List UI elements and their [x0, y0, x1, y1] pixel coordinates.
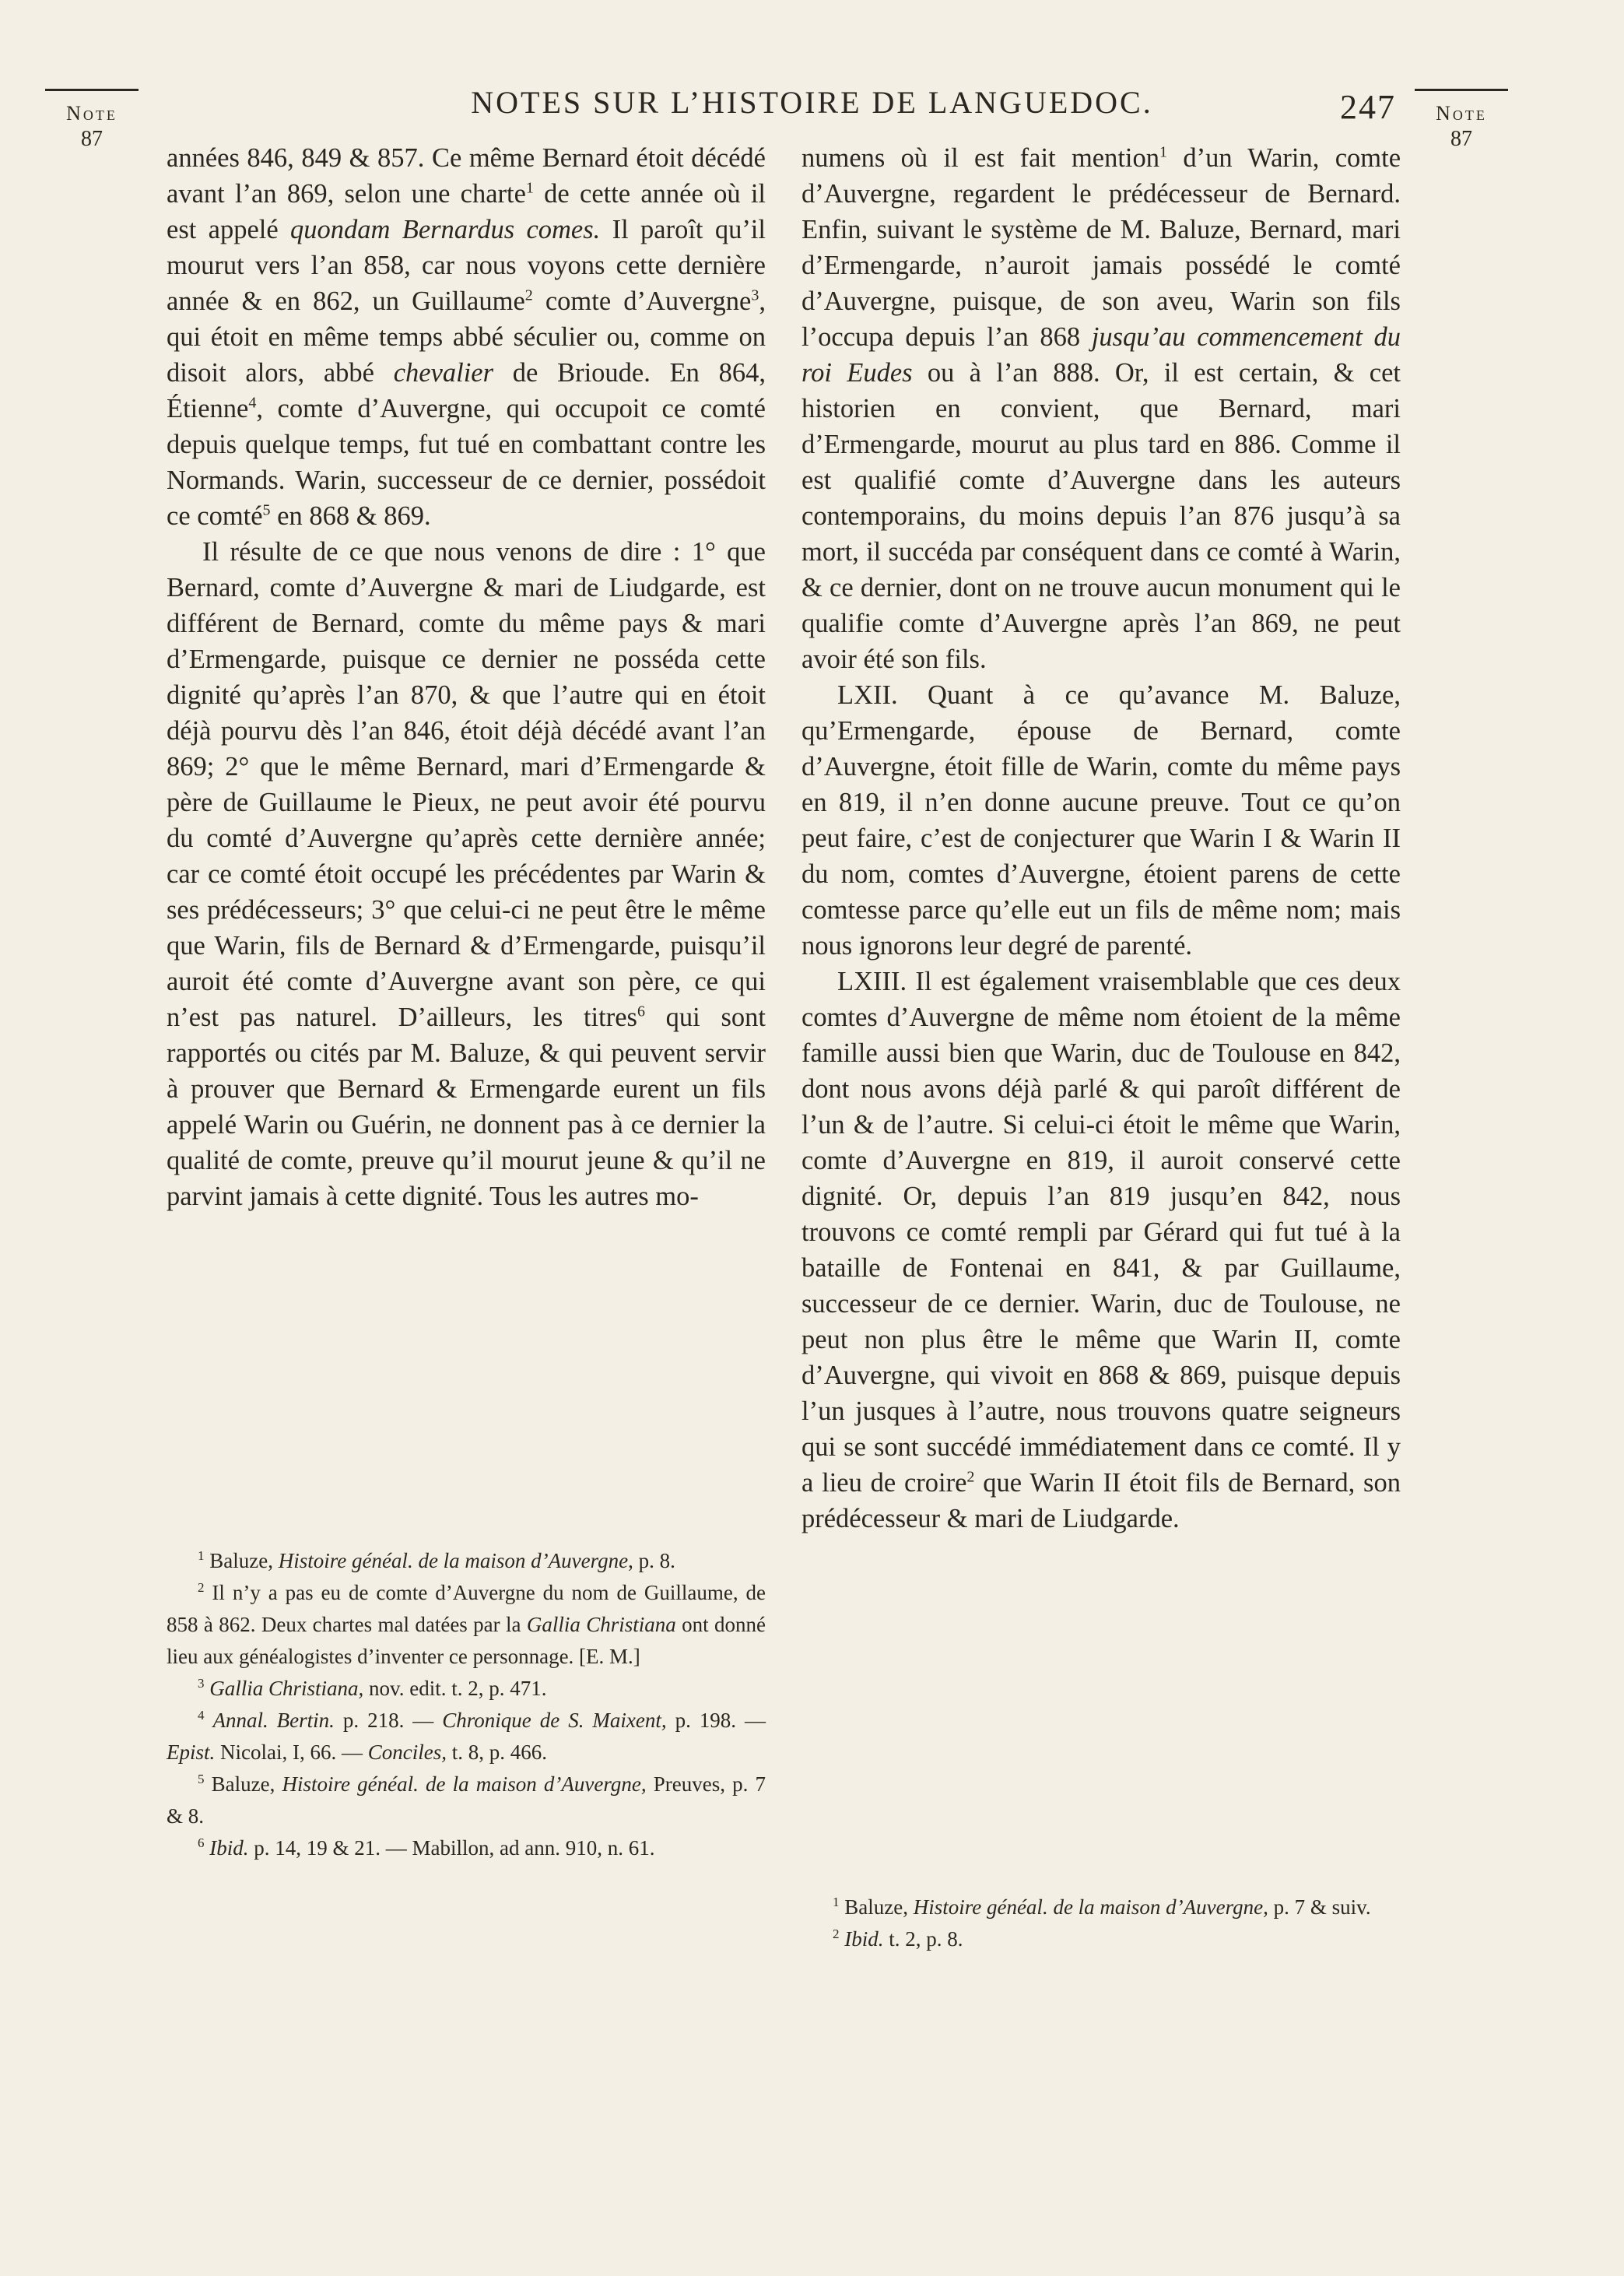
- text-run: que Warin II étoit fils de Bernard, son prédécesseur & mari de Liudgarde.: [801, 1468, 1401, 1533]
- text-run: numens où il est fait mention: [801, 143, 1160, 173]
- margin-note-label: Note: [66, 102, 118, 125]
- text-run: d’un Warin, comte d’Auvergne, regardent le prédécesseur de Bernard. Enfin, suivant le système de M. Baluze, Bernard, mari d’Ermengarde, n’auroit jamais possédé le comté d’Auvergne, puisque, de son aveu, Warin son fils l’occupa depuis l’an 868: [801, 143, 1401, 352]
- work-title: Ibid.: [844, 1927, 884, 1951]
- footnote-ref: 2: [966, 1468, 975, 1486]
- text-run: Baluze,: [839, 1895, 914, 1919]
- footnote: [167, 1768, 766, 1832]
- work-title: Histoire généal. de la maison d’Auvergne,: [913, 1895, 1268, 1919]
- text-run: nov. edit. t. 2, p. 471.: [363, 1677, 547, 1700]
- footnote: [801, 1923, 1401, 1955]
- footnote-number: 2: [833, 1927, 840, 1941]
- work-title: Conciles,: [367, 1740, 447, 1764]
- text-run: ou à l’an 888. Or, il est certain, & cet historien en convient, que Bernard, mari d’Ermengarde, mourut au plus tard en 886. Comme il est qualifié comte d’Auvergne dans les auteurs contemporains, du moins depuis l’an 876 jusqu’à sa mort, il succéda par conséquent dans ce comté à Warin, & ce dernier, dont on ne trouve aucun monument qui le qualifie comte d’Auvergne après l’an 869, ne peut avoir été son fils.: [801, 358, 1401, 674]
- text-run: Il paroît qu’il mourut vers l’an 858, car nous voyons cette dernière année & en 862, un Guillaume: [167, 215, 766, 316]
- work-title: Ibid.: [209, 1836, 249, 1860]
- margin-note-number: 87: [81, 127, 103, 151]
- text-run: Baluze,: [204, 1772, 282, 1796]
- footnote-number: 6: [198, 1835, 205, 1850]
- footnote: [167, 1832, 766, 1864]
- footnote-number: 2: [198, 1580, 205, 1595]
- text-run: de Brioude. En 864, Étienne: [167, 358, 766, 423]
- text-run: p. 198. —: [666, 1709, 766, 1732]
- page-number: 247: [1340, 88, 1396, 126]
- paragraph: [801, 140, 1401, 677]
- text-run: comte d’Auvergne: [532, 286, 752, 316]
- text-run: Preuves, p. 7 & 8.: [167, 1772, 766, 1828]
- footnote: [167, 1673, 766, 1705]
- text-run: années 846, 849 & 857. Ce même Bernard étoit décédé avant l’an 869, selon une charte: [167, 143, 766, 209]
- footnote-ref: 5: [262, 501, 271, 519]
- footnote: [167, 1577, 766, 1673]
- right-text-column: [801, 140, 1401, 1537]
- text-run: , qui étoit en même temps abbé séculier ou, comme on disoit alors, abbé: [167, 286, 766, 388]
- margin-note-right: [1415, 89, 1508, 152]
- right-footnotes: [801, 1891, 1401, 1955]
- footnote-ref: 6: [637, 1003, 645, 1020]
- left-footnotes: [167, 1545, 766, 1864]
- left-text-column: [167, 140, 766, 1214]
- text-run: , comte d’Auvergne, qui occupoit ce comté depuis quelque temps, fut tué en combattant contre les Normands. Warin, successeur de ce dernier, possédoit ce comté: [167, 394, 766, 531]
- text-run: LXIII. Il est également vraisemblable que ces deux comtes d’Auvergne de même nom étoient de la même famille aussi bien que Warin, duc de Toulouse en 842, dont nous avons déjà parlé & qui paroît différent de l’un & de l’autre. Si celui-ci étoit le même que Warin, comte d’Auvergne en 819, il auroit conservé cette dignité. Or, depuis l’an 819 jusqu’en 842, nous trouvons ce comté rempli par Gérard qui fut tué à la bataille de Fontenai en 841, & par Guillaume, successeur de ce dernier. Warin, duc de Toulouse, ne peut non plus être le même que Warin II, comte d’Auvergne, qui vivoit en 868 & 869, puisque depuis l’un jusques à l’autre, nous trouvons quatre seigneurs qui se sont succédé immédiatement dans ce comté. Il y a lieu de croire: [801, 967, 1401, 1498]
- text-run: t. 8, p. 466.: [446, 1740, 547, 1764]
- running-title: NOTES SUR L’HISTOIRE DE LANGUEDOC.: [471, 85, 1153, 120]
- text-run: t. 2, p. 8.: [883, 1927, 963, 1951]
- paragraph-lxiii: [801, 964, 1401, 1537]
- paragraph-lxii: LXII. Quant à ce qu’avance M. Baluze, qu’Ermengarde, épouse de Bernard, comte d’Auvergne, étoit fille de Warin, comte du même pays en 819, il n’en donne aucune preuve. Tout ce qu’on peut faire, c’est de conjecturer que Warin I & Warin II du nom, comtes d’Auvergne, étoient parens de cette comtesse parce qu’elle eut un fils de même nom; mais nous ignorons leur degré de parenté.: [801, 680, 1401, 961]
- text-run: p. 14, 19 & 21. — Mabillon, ad ann. 910, n. 61.: [248, 1836, 655, 1860]
- footnote: [167, 1705, 766, 1768]
- latin-quote: quondam Bernardus comes.: [290, 215, 601, 244]
- text-run: Baluze,: [204, 1549, 279, 1572]
- footnote-number: 4: [198, 1708, 205, 1723]
- work-title: Annal. Bertin.: [212, 1709, 335, 1732]
- paragraph: [167, 140, 766, 534]
- footnote-number: 3: [198, 1676, 205, 1691]
- footnote: [801, 1891, 1401, 1923]
- work-title: Gallia Christiana: [526, 1613, 676, 1636]
- text-run: en 868 & 869.: [270, 501, 431, 531]
- footnote-number: 1: [833, 1895, 840, 1909]
- text-run: p. 7 & suiv.: [1268, 1895, 1371, 1919]
- footnote: [167, 1545, 766, 1577]
- text-run: ont donné lieu aux généalogistes d’inventer ce personnage. [E. M.]: [167, 1613, 766, 1668]
- margin-note-number: 87: [1450, 127, 1472, 151]
- work-title: Chronique de S. Maixent,: [442, 1709, 667, 1732]
- text-run: de cette année où il est appelé: [167, 179, 766, 244]
- text-run: qui sont rapportés ou cités par M. Baluze, & qui peuvent servir à prouver que Bernard & Ermengarde eurent un fils appelé Warin ou Guérin, ne donnent pas à ce dernier la qualité de comte, preuve qu’il mourut jeune & qu’il ne parvint jamais à cette dignité. Tous les autres mo-: [167, 1003, 766, 1211]
- footnote-ref: 1: [525, 179, 534, 197]
- text-run: , p. 8.: [628, 1549, 675, 1572]
- text-run: Nicolai, I, 66. —: [215, 1740, 368, 1764]
- text-run: Il résulte de ce que nous venons de dire : 1° que Bernard, comte d’Auvergne & mari de Liudgarde, est différent de Bernard, comte du même pays & mari d’Ermengarde, puisque ce dernier ne posséda cette dignité qu’après l’an 870, & que l’autre qui en étoit déjà pourvu dès l’an 846, étoit déjà décédé avant l’an 869; 2° que le même Bernard, mari d’Ermengarde & père de Guillaume le Pieux, ne peut avoir été pourvu du comté d’Auvergne qu’après cette dernière année; car ce comté étoit occupé les précédentes par Warin & ses prédécesseurs; 3° que celui-ci ne peut être le même que Warin, fils de Bernard & d’Ermengarde, puisqu’il auroit été comte d’Auvergne avant son père, ce qui n’est pas naturel. D’ailleurs, les titres: [167, 537, 766, 1032]
- work-title: Histoire généal. de la maison d’Auvergne,: [282, 1772, 647, 1796]
- footnote-number: 5: [198, 1772, 205, 1786]
- footnote-ref: 4: [248, 394, 257, 412]
- work-title: Histoire généal. de la maison d’Auvergne: [278, 1549, 629, 1572]
- work-title: Gallia Christiana,: [209, 1677, 364, 1700]
- text-run: [205, 1709, 213, 1732]
- text-run: Il n’y a pas eu de comte d’Auvergne du nom de Guillaume, de 858 à 862. Deux chartes mal datées par la: [167, 1581, 766, 1636]
- footnote-ref: 2: [524, 286, 533, 304]
- text-run: p. 218. —: [334, 1709, 443, 1732]
- italic-term: chevalier: [393, 358, 494, 388]
- margin-rule: [1415, 89, 1508, 91]
- margin-note-label: Note: [1436, 102, 1487, 125]
- work-title: Epist.: [167, 1740, 216, 1764]
- footnote-number: 1: [198, 1548, 205, 1563]
- italic-quote: jusqu’au commencement du roi Eudes: [801, 322, 1401, 388]
- footnote-ref: 3: [751, 286, 759, 304]
- paragraph: [167, 534, 766, 1214]
- footnote-ref: 1: [1159, 143, 1168, 161]
